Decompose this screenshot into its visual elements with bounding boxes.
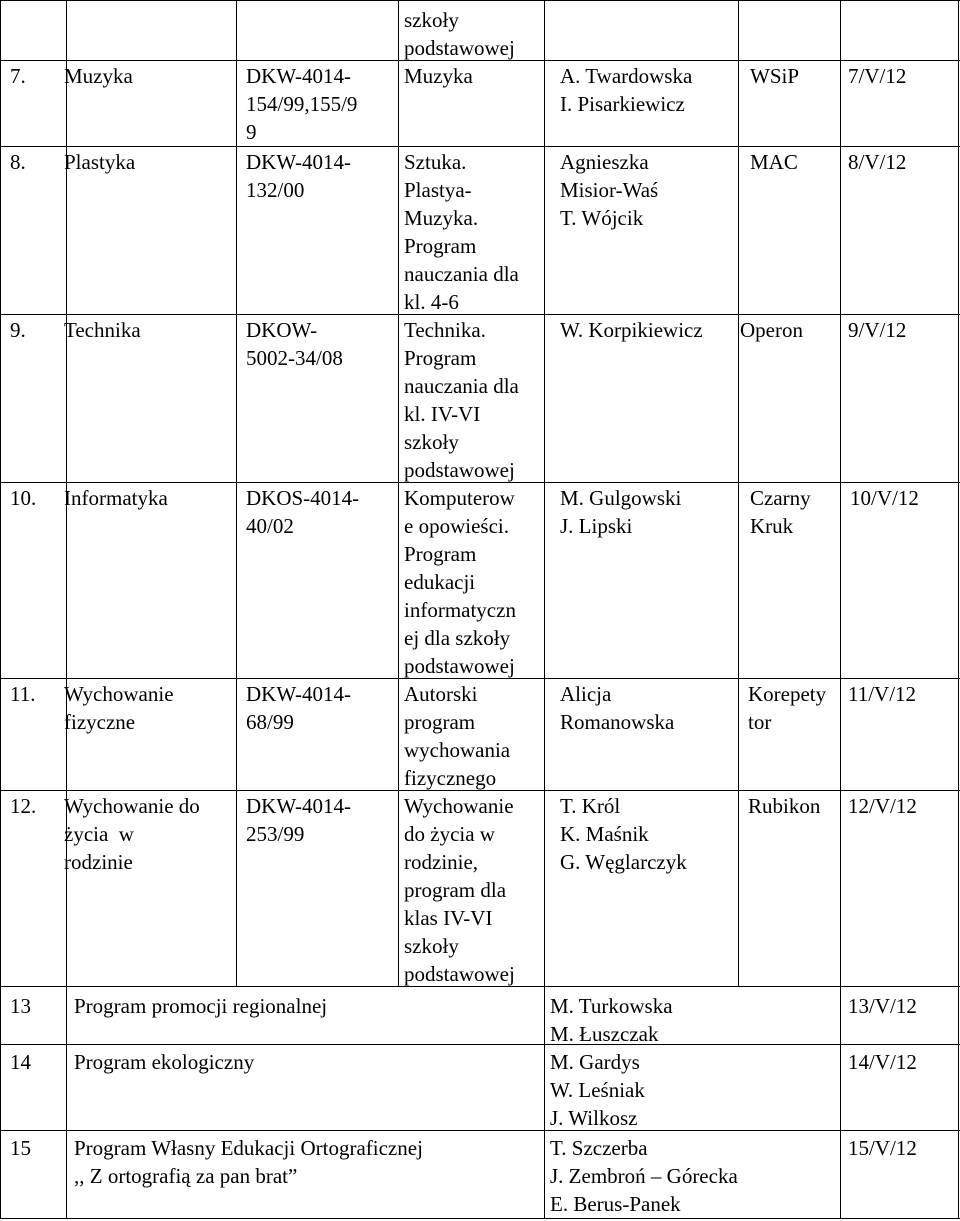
program-cell: szkoły podstawowej bbox=[404, 8, 515, 60]
authors-cell: T. Szczerba J. Zembroń – Górecka E. Berus-Panek bbox=[550, 1136, 738, 1216]
authors-cell: M. Gardys W. Leśniak J. Wilkosz bbox=[550, 1050, 645, 1130]
authors-cell: Agnieszka Misior-Waś T. Wójcik bbox=[560, 150, 659, 230]
lp-cell: 15 bbox=[10, 1136, 31, 1160]
number-cell: 7/V/12 bbox=[848, 64, 907, 88]
col-divider bbox=[236, 0, 237, 986]
col-divider bbox=[738, 0, 739, 986]
publisher-cell: WSiP bbox=[750, 64, 800, 88]
lp-cell: 10. bbox=[10, 486, 37, 510]
program-cell: Technika. Program nauczania dla kl. IV-VI szkoły podstawowej bbox=[404, 318, 519, 482]
publisher-cell: Rubikon bbox=[748, 794, 821, 818]
code-cell: DKW-4014- 68/99 bbox=[246, 682, 351, 734]
lp-cell: 13 bbox=[10, 994, 31, 1018]
authors-cell: W. Korpikiewicz bbox=[560, 318, 703, 342]
subject-cell: Technika bbox=[64, 318, 141, 342]
lp-cell: 8. bbox=[10, 150, 26, 174]
program-cell: Autorski program wychowania fizycznego bbox=[404, 682, 511, 790]
code-cell: DKOW- 5002-34/08 bbox=[246, 318, 343, 370]
publisher-cell: MAC bbox=[750, 150, 798, 174]
code-cell: DKW-4014- 253/99 bbox=[246, 794, 351, 846]
authors-cell: Alicja Romanowska bbox=[560, 682, 675, 734]
row-divider bbox=[0, 1130, 960, 1131]
publisher-cell: Czarny Kruk bbox=[750, 486, 811, 538]
authors-cell: T. Król K. Maśnik G. Węglarczyk bbox=[560, 794, 687, 874]
lp-cell: 9. bbox=[10, 318, 26, 342]
authors-cell: M. Turkowska M. Łuszczak bbox=[550, 994, 673, 1046]
number-cell: 11/V/12 bbox=[848, 682, 917, 706]
lp-cell: 7. bbox=[10, 64, 26, 88]
number-cell: 8/V/12 bbox=[848, 150, 907, 174]
title-cell: Program promocji regionalnej bbox=[74, 994, 328, 1018]
authors-cell: M. Gulgowski J. Lipski bbox=[560, 486, 682, 538]
lp-cell: 12. bbox=[10, 794, 37, 818]
lp-cell: 11. bbox=[10, 682, 36, 706]
table-border-right bbox=[958, 0, 959, 1219]
publisher-cell: Operon bbox=[740, 318, 803, 342]
title-cell: Program ekologiczny bbox=[74, 1050, 255, 1074]
code-cell: DKW-4014- 132/00 bbox=[246, 150, 351, 202]
row-divider bbox=[0, 1044, 960, 1045]
subject-cell: Wychowanie do życia w rodzinie bbox=[64, 794, 200, 874]
program-cell: Muzyka bbox=[404, 64, 473, 88]
title-cell: Program Własny Edukacji Ortograficznej ,, Z ortografią za pan brat” bbox=[74, 1136, 423, 1188]
col-divider bbox=[398, 0, 399, 986]
number-cell: 15/V/12 bbox=[848, 1136, 917, 1160]
publisher-cell: Korepety tor bbox=[748, 682, 827, 734]
number-cell: 13/V/12 bbox=[848, 994, 917, 1018]
subject-cell: Informatyka bbox=[64, 486, 168, 510]
number-cell: 14/V/12 bbox=[848, 1050, 917, 1074]
program-cell: Komputerow e opowieści. Program edukacji informatyczn ej dla szkoły podstawowej bbox=[404, 486, 516, 678]
code-cell: DKW-4014- 154/99,155/9 9 bbox=[246, 64, 358, 144]
code-cell: DKOS-4014- 40/02 bbox=[246, 486, 360, 538]
lp-cell: 14 bbox=[10, 1050, 31, 1074]
subject-cell: Wychowanie fizyczne bbox=[64, 682, 174, 734]
subject-cell: Muzyka bbox=[64, 64, 133, 88]
number-cell: 10/V/12 bbox=[850, 486, 919, 510]
col-divider bbox=[840, 0, 841, 1219]
number-cell: 9/V/12 bbox=[848, 318, 907, 342]
table-border-bottom bbox=[0, 1218, 960, 1219]
table-border-top bbox=[0, 0, 960, 1]
program-cell: Sztuka. Plastya- Muzyka. Program nauczania dla kl. 4-6 bbox=[404, 150, 519, 314]
col-divider bbox=[66, 0, 67, 1219]
table-border-left bbox=[0, 0, 1, 1219]
col-divider bbox=[544, 0, 545, 1219]
subject-cell: Plastyka bbox=[64, 150, 136, 174]
program-cell: Wychowanie do życia w rodzinie, program dla klas IV-VI szkoły podstawowej bbox=[404, 794, 515, 986]
row-divider bbox=[0, 146, 960, 147]
number-cell: 12/V/12 bbox=[848, 794, 917, 818]
authors-cell: A. Twardowska I. Pisarkiewicz bbox=[560, 64, 693, 116]
